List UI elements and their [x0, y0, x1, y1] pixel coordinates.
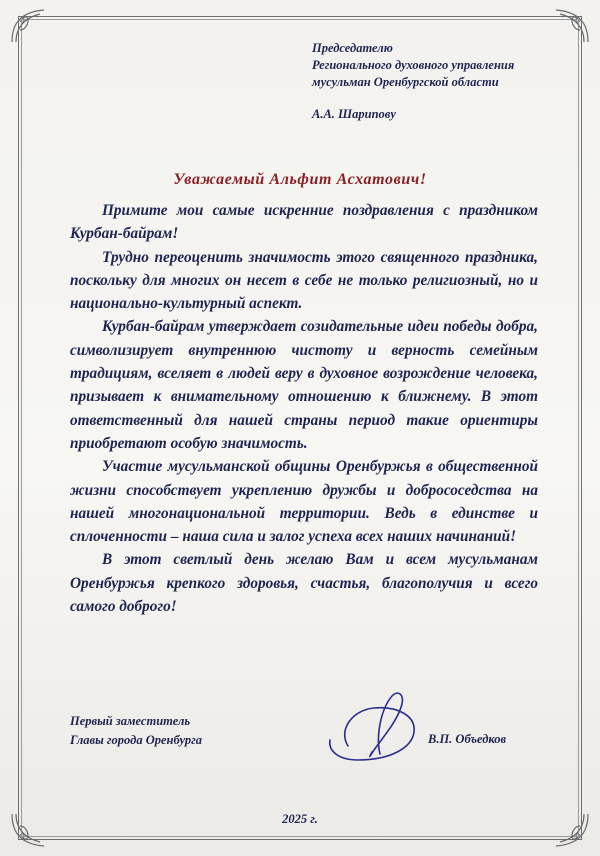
letter-body: [70, 199, 538, 618]
greeting: Уважаемый Альфит Асхатович!: [173, 171, 427, 188]
body-paragraph: Участие мусульманской общины Оренбуржья в общественной жизни способствует укреплению дружбы и добрососедства на нашей многонациональной территории. Ведь в единстве и сплоченности – наша сила и залог успеха всех наших начинаний!: [70, 458, 538, 546]
addressee-name: А.А. Шарипову: [312, 107, 396, 121]
body-paragraph: Трудно переоценить значимость этого священного праздника, поскольку для многих он несет в себе не только религиозный, но и национально-культурный аспект.: [70, 248, 538, 313]
corner-ornament-icon: [10, 8, 46, 44]
addressee-block: [312, 40, 562, 123]
body-paragraph: Курбан-байрам утверждает созидательные идеи победы добра, символизирует внутреннюю чистоту и верность семейным традициям, вселяет в людей веру в духовное возрождение человека, призывает к внимательному отношению к ближнему. В этот ответственный для нашей страны период такие ориентиры приобретают особую значимость.: [70, 318, 538, 452]
addressee-line: мусульман Оренбургской области: [312, 75, 499, 89]
signatory-name: В.П. Объедков: [428, 732, 507, 746]
letter-year: 2025 г.: [282, 812, 318, 826]
signatory-title-line: Главы города Оренбурга: [70, 733, 203, 747]
addressee-line: Регионального духовного управления: [312, 58, 515, 72]
signatory-title-line: Первый заместитель: [70, 714, 191, 728]
handwritten-signature: [318, 680, 428, 770]
addressee-line: Председателю: [312, 41, 393, 55]
signatory-title: [70, 712, 202, 750]
body-paragraph: В этот светлый день желаю Вам и всем мусульманам Оренбуржья крепкого здоровья, счастья, благополучия и всего самого доброго!: [70, 551, 538, 616]
body-paragraph: Примите мои самые искренние поздравления с праздником Курбан-байрам!: [70, 202, 538, 243]
corner-ornament-icon: [554, 8, 590, 44]
